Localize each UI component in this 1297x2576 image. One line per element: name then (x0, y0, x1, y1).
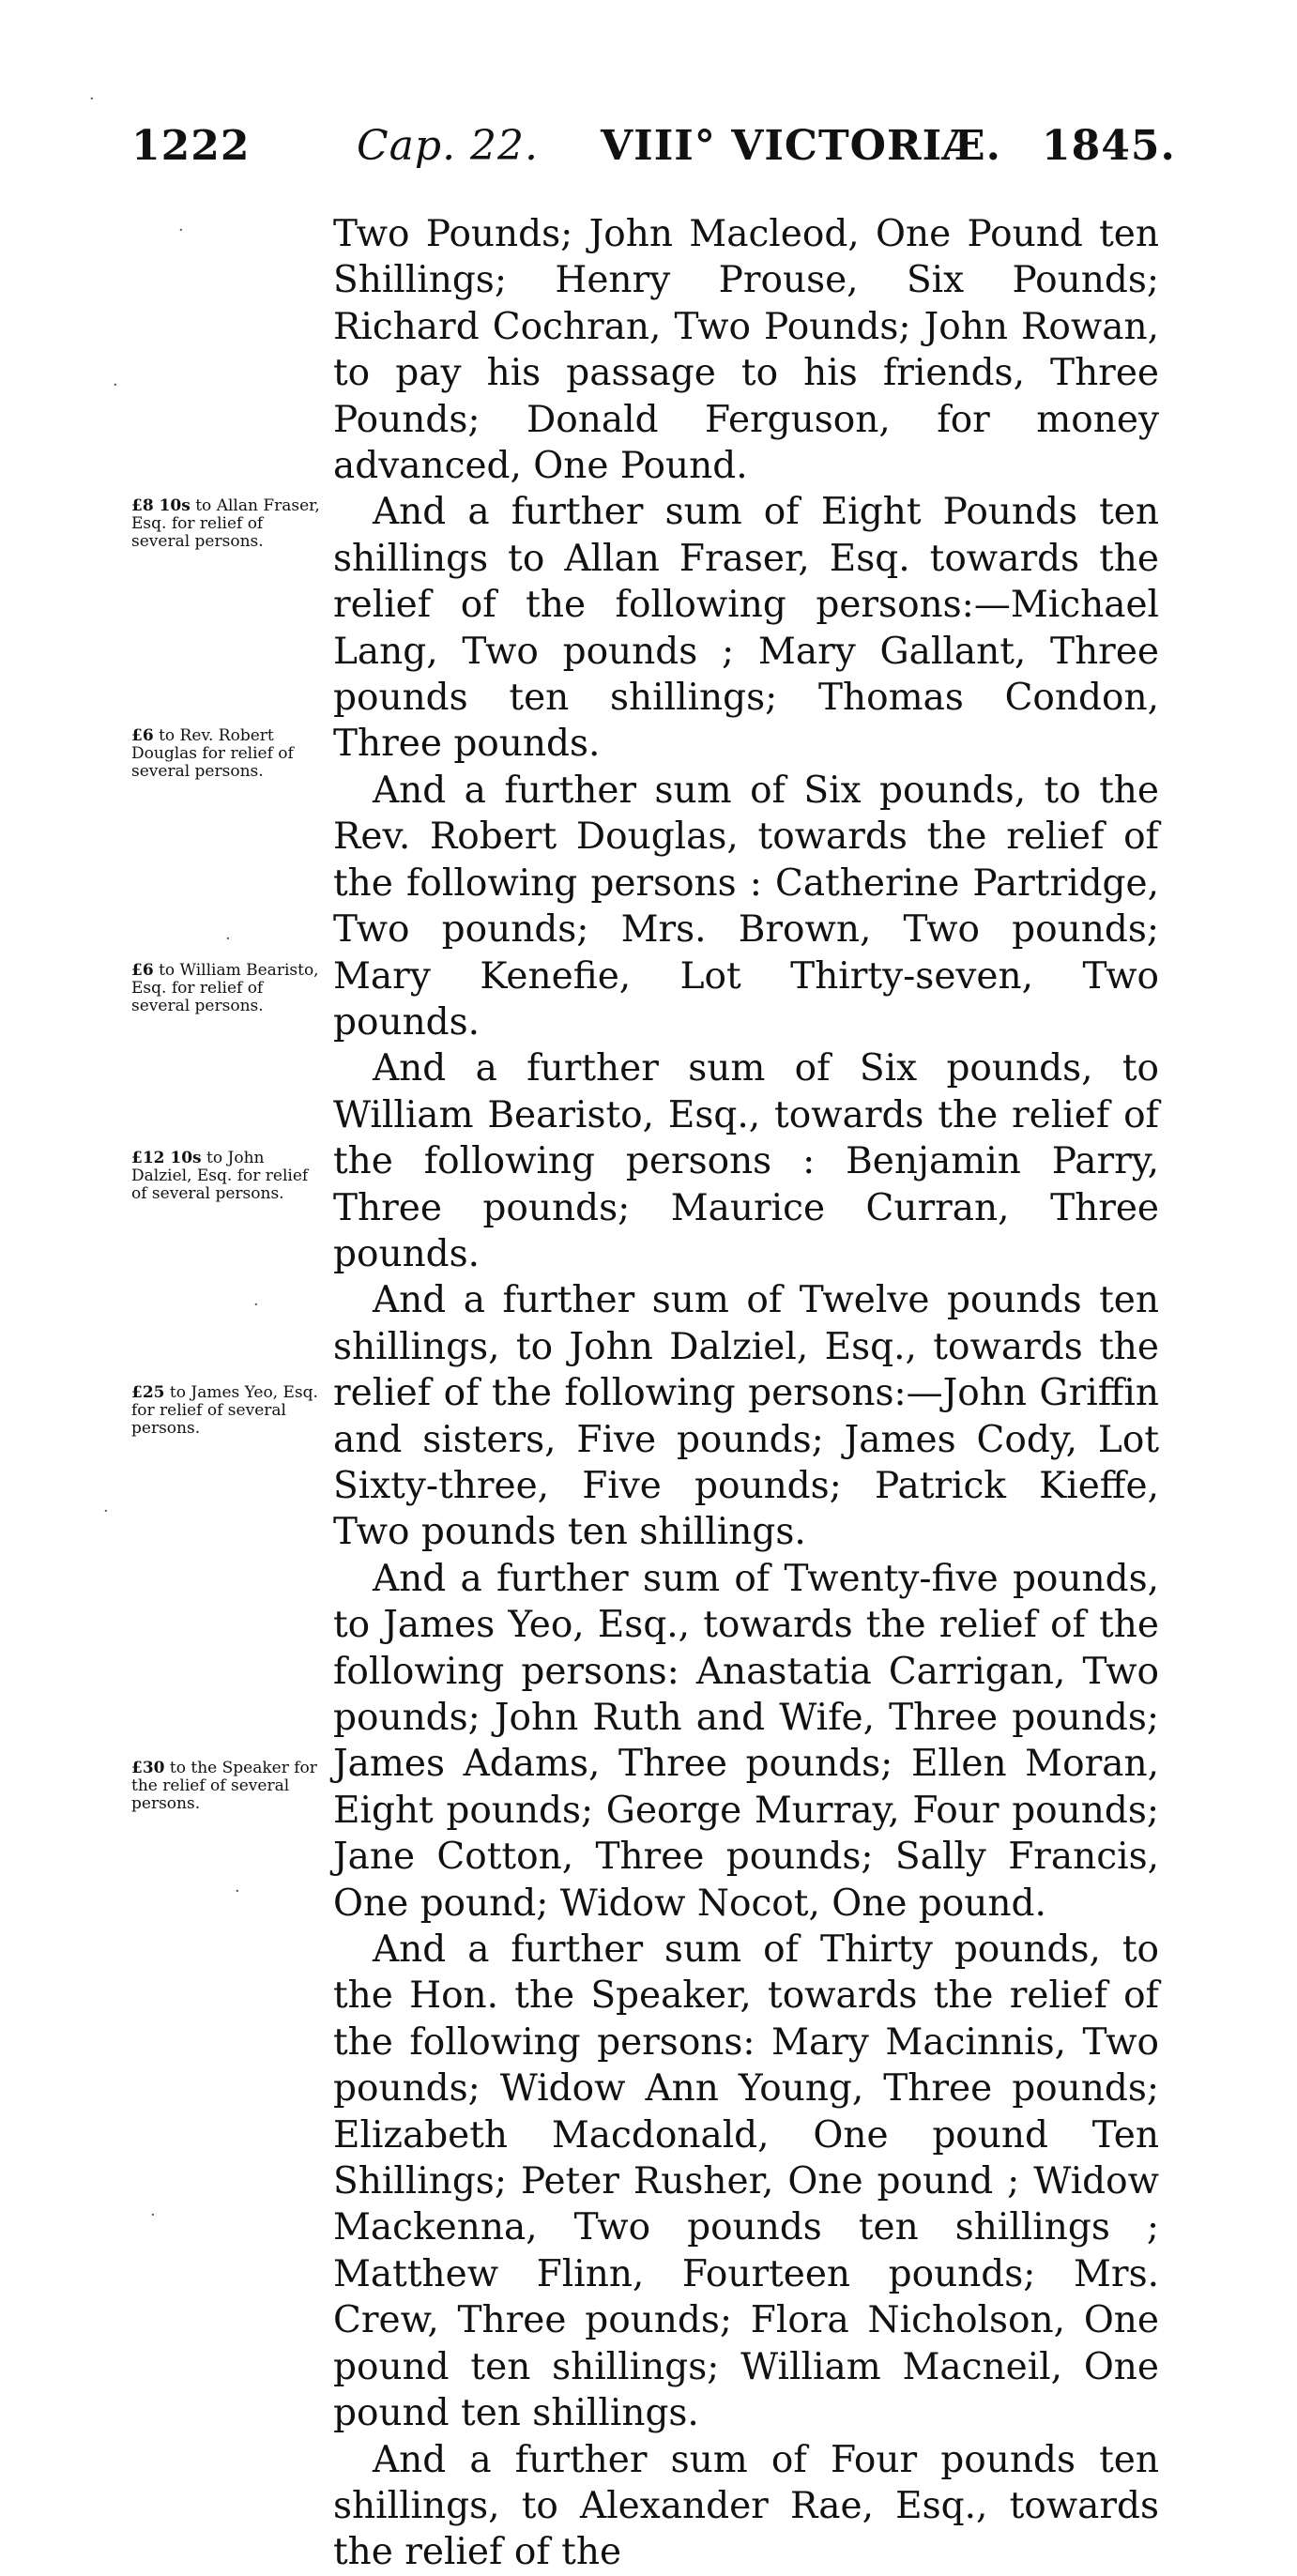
margin-note (131, 497, 324, 551)
margin-note-amount: £12 10s (131, 1149, 202, 1167)
paragraph-speaker: And a further sum of Thirty pounds, to the Hon. the Speaker, towards the relief of the following persons: Mary Macinnis, Two pounds; Widow Ann Young, Three pounds; Elizabeth Macdonald, One pound Ten Shillings; Peter Rusher, One pound ; Widow Mackenna, Two pounds ten shillings ; Matthew Flinn, Fourteen pounds; Mrs. Crew, Three pounds; Flora Nicholson, One pound ten shillings; William Macneil, One pound ten shillings. (333, 1928, 1159, 2435)
paragraph-alexander-rae: And a further sum of Four pounds ten shillings, to Alexander Rae, Esq., towards the relief of the (333, 2438, 1159, 2574)
main-text-column (333, 211, 1159, 2576)
scan-speck: · (178, 221, 184, 240)
margin-note (131, 1384, 324, 1438)
margin-note (131, 1150, 324, 1203)
year-label: 1845. (1042, 122, 1176, 170)
paragraph-allan-fraser: And a further sum of Eight Pounds ten shillings to Allan Fraser, Esq. towards the relief of the following persons:—Michael Lang, Two pounds ; Mary Gallant, Three pounds ten shillings; Thomas Condon, Three pounds. (333, 491, 1159, 766)
margin-note-text: to William Bearisto, Esq. for relief of several persons. (131, 961, 319, 1015)
scan-speck: · (150, 2205, 156, 2225)
margin-note-amount: £6 (131, 726, 154, 745)
scan-speck: · (113, 375, 118, 395)
paragraph-robert-douglas: And a further sum of Six pounds, to the Rev. Robert Douglas, towards the relief of the following persons : Catherine Partridge, Two pounds; Mrs. Brown, Two pounds; Mary Kenefie, Lot Thirty-seven, Two pounds. (333, 769, 1159, 1044)
running-header (131, 122, 1176, 178)
margin-note-text: to Allan Fraser, Esq. for relief of several persons. (131, 496, 320, 551)
reign-title: VIII° VICTORIÆ. (601, 122, 1001, 170)
margin-note (131, 1760, 324, 1813)
paragraph-john-dalziel: And a further sum of Twelve pounds ten shillings, to John Dalziel, Esq., towards the relief of the following persons:—John Griffin and sisters, Five pounds; James Cody, Lot Sixty-three, Five pounds; Patrick Kieffe, Two pounds ten shillings. (333, 1279, 1159, 1554)
margin-note-text: to Rev. Robert Douglas for relief of several persons. (131, 726, 294, 781)
margin-note-amount: £8 10s (131, 496, 191, 515)
scan-speck: · (89, 89, 95, 109)
margin-note-text: to James Yeo, Esq. for relief of several persons. (131, 1383, 318, 1438)
margin-note-text: to the Speaker for the relief of several persons. (131, 1759, 317, 1813)
scan-speck: · (103, 1501, 109, 1521)
paragraph-james-yeo: And a further sum of Twenty-five pounds, to James Yeo, Esq., towards the relief of the following persons: Anastatia Carrigan, Two pounds; John Ruth and Wife, Three pounds; James Adams, Three pounds; Ellen Moran, Eight pounds; George Murray, Four pounds; Jane Cotton, Three pounds; Sally Francis, One pound; Widow Nocot, One pound. (333, 1557, 1159, 1925)
scan-speck: · (225, 929, 231, 949)
paragraph-continuation: Two Pounds; John Macleod, One Pound ten Shillings; Henry Prouse, Six Pounds; Richard Cochran, Two Pounds; John Rowan, to pay his passage to his friends, Three Pounds; Donald Ferguson, for money advanced, One Pound. (333, 213, 1159, 488)
scan-speck: · (253, 1295, 259, 1315)
scan-speck: · (235, 1882, 240, 1901)
paragraph-william-bearisto: And a further sum of Six pounds, to William Bearisto, Esq., towards the relief of the following persons : Benjamin Parry, Three pounds; Maurice Curran, Three pounds. (333, 1047, 1159, 1275)
page-number: 1222 (131, 122, 251, 170)
margin-note (131, 727, 324, 781)
margin-note-amount: £30 (131, 1759, 165, 1777)
margin-note-amount: £25 (131, 1383, 165, 1402)
chapter-label: Cap. 22. (357, 122, 540, 170)
margin-note-text: to John Dalziel, Esq. for relief of several persons. (131, 1149, 309, 1203)
margin-note (131, 962, 324, 1015)
margin-note-amount: £6 (131, 961, 154, 980)
